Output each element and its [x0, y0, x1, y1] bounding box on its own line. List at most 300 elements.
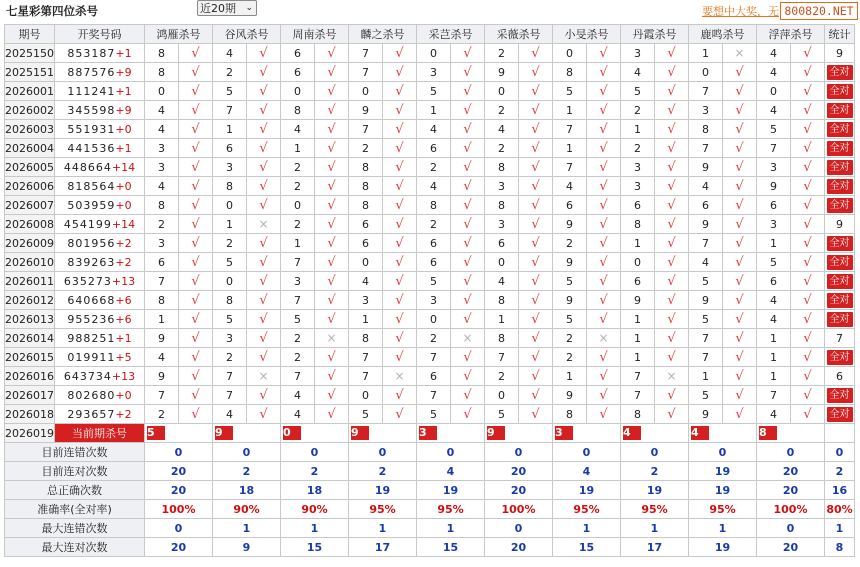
- kill-number-cell: 5: [553, 82, 587, 101]
- stat-value: 9: [836, 46, 843, 60]
- table-row: [5, 101, 855, 120]
- draw-digits: 887576: [67, 65, 116, 79]
- kill-number-cell: 0: [281, 196, 315, 215]
- draw-number-cell: [55, 329, 145, 348]
- kill-number-cell: 4: [145, 101, 179, 120]
- all-correct-badge: 全对: [827, 65, 853, 80]
- stat-cell: [825, 63, 855, 82]
- kill-number-cell: 4: [281, 120, 315, 139]
- check-icon: √: [735, 102, 744, 118]
- kill-number-cell: 4: [757, 405, 791, 424]
- check-icon: √: [259, 102, 268, 118]
- summary-value: 2: [621, 462, 689, 481]
- summary-value: 19: [417, 481, 485, 500]
- kill-number-cell: 7: [621, 386, 655, 405]
- check-icon: √: [191, 102, 200, 118]
- check-icon: √: [803, 254, 812, 270]
- check-icon: √: [463, 178, 472, 194]
- stat-cell: [825, 367, 855, 386]
- kill-number-cell: 8: [349, 177, 383, 196]
- check-icon: √: [395, 159, 404, 175]
- kill-number-cell: 2: [485, 44, 519, 63]
- check-icon: √: [327, 216, 336, 232]
- period-select-value: 近20期: [200, 2, 236, 15]
- check-icon: √: [803, 159, 812, 175]
- check-icon: √: [735, 121, 744, 137]
- summary-label: 目前连错次数: [5, 443, 145, 462]
- kill-number-cell: 7: [145, 272, 179, 291]
- table-row: [5, 405, 855, 424]
- kill-number-cell: 9: [553, 291, 587, 310]
- table-row: [5, 120, 855, 139]
- all-correct-badge: 全对: [827, 407, 853, 422]
- kill-number-cell: 8: [485, 158, 519, 177]
- all-correct-badge: 全对: [827, 350, 853, 365]
- kill-number-cell: 9: [689, 215, 723, 234]
- col-method: 鸿雁杀号: [145, 25, 213, 44]
- summary-label: 准确率(全对率): [5, 500, 145, 519]
- all-correct-badge: 全对: [827, 179, 853, 194]
- summary-value: 0: [417, 443, 485, 462]
- issue-cell: 2026018: [5, 405, 55, 424]
- summary-value: 0: [485, 443, 553, 462]
- check-icon: √: [599, 311, 608, 327]
- check-icon: √: [599, 197, 608, 213]
- check-icon: √: [599, 140, 608, 156]
- kill-number-cell: 6: [485, 234, 519, 253]
- kill-number-cell: 2: [213, 348, 247, 367]
- table-row: [5, 215, 855, 234]
- table-body: [5, 44, 855, 557]
- issue-cell: 2026012: [5, 291, 55, 310]
- check-icon: √: [667, 216, 676, 232]
- check-icon: √: [327, 235, 336, 251]
- kill-number-cell: 3: [621, 177, 655, 196]
- check-icon: √: [803, 140, 812, 156]
- kill-number-cell: 1: [621, 310, 655, 329]
- check-icon: √: [327, 254, 336, 270]
- kill-number-cell: 6: [349, 215, 383, 234]
- kill-number-cell: 2: [281, 158, 315, 177]
- check-icon: √: [327, 102, 336, 118]
- kill-number-cell: 1: [281, 139, 315, 158]
- kill-number-cell: 5: [689, 386, 723, 405]
- check-icon: √: [327, 140, 336, 156]
- check-icon: √: [463, 121, 472, 137]
- summary-value: 95%: [689, 500, 757, 519]
- check-icon: √: [395, 349, 404, 365]
- kill-number-cell: 7: [213, 386, 247, 405]
- summary-value: 0: [553, 443, 621, 462]
- check-icon: √: [259, 292, 268, 308]
- check-icon: √: [735, 159, 744, 175]
- kill-number-cell: 9: [689, 158, 723, 177]
- kill-number-cell: 1: [553, 139, 587, 158]
- cross-icon: ×: [394, 369, 405, 383]
- check-icon: √: [327, 311, 336, 327]
- check-icon: √: [803, 292, 812, 308]
- stat-value: 7: [836, 331, 843, 345]
- check-icon: √: [735, 368, 744, 384]
- kill-number-cell: 6: [349, 234, 383, 253]
- table-row: [5, 82, 855, 101]
- check-icon: √: [395, 64, 404, 80]
- table-row: [5, 310, 855, 329]
- kill-number-cell: 9: [145, 367, 179, 386]
- table-row: [5, 386, 855, 405]
- table-row: [5, 139, 855, 158]
- current-kill-number: 0: [283, 426, 301, 440]
- kill-number-cell: 6: [281, 44, 315, 63]
- kill-number-cell: 3: [145, 139, 179, 158]
- check-icon: √: [191, 178, 200, 194]
- draw-digits: 345598: [67, 103, 116, 117]
- kill-number-cell: 1: [485, 310, 519, 329]
- draw-digits: 111241: [67, 84, 116, 98]
- draw-number-cell: [55, 44, 145, 63]
- stat-cell: [825, 253, 855, 272]
- all-correct-badge: 全对: [827, 198, 853, 213]
- kill-number-cell: 7: [281, 253, 315, 272]
- summary-value: 1: [689, 519, 757, 538]
- kill-number-cell: 6: [689, 196, 723, 215]
- draw-number-cell: [55, 405, 145, 424]
- kill-number-cell: 2: [281, 329, 315, 348]
- draw-sum: +1: [115, 141, 132, 155]
- draw-number-cell: [55, 63, 145, 82]
- check-icon: √: [667, 159, 676, 175]
- table-row: [5, 196, 855, 215]
- check-icon: √: [395, 216, 404, 232]
- check-icon: √: [599, 273, 608, 289]
- draw-number-cell: [55, 291, 145, 310]
- current-kill-number: 9: [215, 426, 233, 440]
- stat-cell: [825, 101, 855, 120]
- kill-number-cell: 3: [621, 158, 655, 177]
- check-icon: √: [531, 330, 540, 346]
- kill-number-cell: 5: [213, 82, 247, 101]
- col-method: 浮萍杀号: [757, 25, 825, 44]
- check-icon: √: [803, 83, 812, 99]
- check-icon: √: [599, 254, 608, 270]
- check-icon: √: [803, 178, 812, 194]
- kill-number-cell: 3: [417, 291, 451, 310]
- kill-number-cell: 7: [553, 120, 587, 139]
- draw-number-cell: [55, 234, 145, 253]
- issue-cell: 2026008: [5, 215, 55, 234]
- kill-number-cell: 5: [349, 405, 383, 424]
- summary-value: 19: [689, 462, 757, 481]
- check-icon: √: [327, 121, 336, 137]
- draw-number-cell: [55, 253, 145, 272]
- draw-digits: 818564: [67, 179, 116, 193]
- check-icon: √: [463, 83, 472, 99]
- check-icon: √: [803, 311, 812, 327]
- table-row: [5, 291, 855, 310]
- kill-number-cell: 7: [689, 82, 723, 101]
- kill-number-cell: 0: [281, 82, 315, 101]
- kill-number-cell: 1: [757, 329, 791, 348]
- stat-cell: [825, 405, 855, 424]
- check-icon: √: [395, 102, 404, 118]
- cross-icon: ×: [326, 331, 337, 345]
- check-icon: √: [531, 140, 540, 156]
- check-icon: √: [531, 387, 540, 403]
- check-icon: √: [667, 292, 676, 308]
- kill-number-cell: 4: [145, 120, 179, 139]
- check-icon: √: [259, 64, 268, 80]
- draw-number-cell: [55, 101, 145, 120]
- summary-value: 1: [213, 519, 281, 538]
- draw-number-cell: [55, 272, 145, 291]
- kill-number-cell: 2: [417, 329, 451, 348]
- kill-number-cell: 9: [757, 177, 791, 196]
- summary-value: 100%: [145, 500, 213, 519]
- issue-cell: 2026009: [5, 234, 55, 253]
- check-icon: √: [599, 64, 608, 80]
- check-icon: √: [395, 45, 404, 61]
- summary-label: 最大连错次数: [5, 519, 145, 538]
- check-icon: √: [531, 102, 540, 118]
- kill-number-cell: 9: [145, 329, 179, 348]
- kill-number-cell: 5: [689, 310, 723, 329]
- kill-number-cell: 1: [689, 367, 723, 386]
- check-icon: √: [667, 140, 676, 156]
- kill-number-cell: 7: [281, 291, 315, 310]
- draw-sum: +1: [115, 84, 132, 98]
- kill-number-cell: 7: [349, 367, 383, 386]
- kill-number-cell: 7: [621, 367, 655, 386]
- check-icon: √: [803, 349, 812, 365]
- summary-value: 4: [553, 462, 621, 481]
- draw-number-cell: [55, 386, 145, 405]
- summary-row: [5, 538, 855, 557]
- summary-value: 0: [485, 519, 553, 538]
- check-icon: √: [735, 273, 744, 289]
- current-kill-number: 4: [691, 426, 709, 440]
- check-icon: √: [735, 178, 744, 194]
- check-icon: √: [463, 273, 472, 289]
- check-icon: √: [191, 254, 200, 270]
- check-icon: √: [259, 83, 268, 99]
- summary-value: 0: [621, 443, 689, 462]
- kill-number-cell: 4: [213, 44, 247, 63]
- draw-sum: +13: [111, 369, 136, 383]
- kill-number-cell: 9: [553, 386, 587, 405]
- col-stat: 统计: [825, 25, 855, 44]
- summary-value: 0: [145, 519, 213, 538]
- kill-number-cell: 7: [689, 139, 723, 158]
- summary-value: 19: [553, 481, 621, 500]
- kill-number-cell: 2: [621, 139, 655, 158]
- kill-number-cell: 4: [145, 177, 179, 196]
- check-icon: √: [599, 178, 608, 194]
- current-issue: 2026019: [5, 424, 55, 443]
- stat-cell: [825, 291, 855, 310]
- kill-number-cell: 6: [757, 272, 791, 291]
- issue-cell: 2026017: [5, 386, 55, 405]
- kill-number-cell: 1: [553, 101, 587, 120]
- check-icon: √: [463, 368, 472, 384]
- summary-value: 20: [145, 481, 213, 500]
- summary-stat: 1: [825, 519, 855, 538]
- check-icon: √: [191, 330, 200, 346]
- check-icon: √: [803, 197, 812, 213]
- kill-number-cell: 2: [213, 63, 247, 82]
- check-icon: √: [259, 311, 268, 327]
- kill-number-cell: 7: [689, 329, 723, 348]
- current-kill-label: 当前期杀号: [55, 424, 145, 443]
- check-icon: √: [191, 368, 200, 384]
- kill-number-cell: 3: [689, 101, 723, 120]
- summary-value: 20: [485, 538, 553, 557]
- check-icon: √: [667, 406, 676, 422]
- check-icon: √: [463, 216, 472, 232]
- issue-cell: 2026006: [5, 177, 55, 196]
- check-icon: √: [327, 83, 336, 99]
- summary-value: 15: [417, 538, 485, 557]
- summary-value: 0: [213, 443, 281, 462]
- check-icon: √: [259, 387, 268, 403]
- check-icon: √: [191, 235, 200, 251]
- kill-number-cell: 5: [621, 82, 655, 101]
- kill-number-cell: 5: [281, 310, 315, 329]
- check-icon: √: [191, 406, 200, 422]
- kill-number-cell: 8: [621, 215, 655, 234]
- summary-value: 95%: [621, 500, 689, 519]
- all-correct-badge: 全对: [827, 103, 853, 118]
- draw-digits: 801956: [67, 236, 116, 250]
- check-icon: √: [599, 216, 608, 232]
- kill-number-cell: 1: [417, 101, 451, 120]
- check-icon: √: [531, 178, 540, 194]
- site-badge[interactable]: 800820.NET: [780, 2, 858, 20]
- kill-number-cell: 8: [213, 177, 247, 196]
- stat-cell: [825, 177, 855, 196]
- kill-number-cell: 0: [349, 82, 383, 101]
- check-icon: √: [599, 235, 608, 251]
- check-icon: √: [735, 235, 744, 251]
- check-icon: √: [395, 387, 404, 403]
- kill-number-cell: 6: [145, 253, 179, 272]
- kill-number-cell: 6: [757, 196, 791, 215]
- kill-number-cell: 8: [485, 196, 519, 215]
- kill-number-cell: 3: [349, 291, 383, 310]
- check-icon: √: [531, 292, 540, 308]
- kill-number-cell: 7: [213, 367, 247, 386]
- kill-number-cell: 5: [553, 272, 587, 291]
- kill-number-cell: 3: [757, 158, 791, 177]
- period-select[interactable]: [197, 0, 257, 16]
- kill-number-cell: 6: [621, 196, 655, 215]
- check-icon: √: [395, 311, 404, 327]
- summary-value: 19: [349, 481, 417, 500]
- check-icon: √: [463, 64, 472, 80]
- table-row: [5, 348, 855, 367]
- draw-digits: 839263: [67, 255, 116, 269]
- kill-number-cell: 0: [485, 386, 519, 405]
- kill-number-cell: 4: [485, 120, 519, 139]
- check-icon: √: [599, 368, 608, 384]
- kill-number-cell: 0: [417, 310, 451, 329]
- summary-value: 2: [213, 462, 281, 481]
- stat-value: 9: [836, 217, 843, 231]
- kill-number-cell: 1: [757, 367, 791, 386]
- table-row: [5, 44, 855, 63]
- kill-number-cell: 2: [553, 348, 587, 367]
- all-correct-badge: 全对: [827, 312, 853, 327]
- summary-value: 18: [281, 481, 349, 500]
- check-icon: √: [327, 406, 336, 422]
- kill-number-cell: 2: [145, 215, 179, 234]
- kill-number-cell: 7: [689, 348, 723, 367]
- check-icon: √: [735, 387, 744, 403]
- draw-sum: +9: [115, 103, 132, 117]
- check-icon: √: [191, 311, 200, 327]
- kill-number-cell: 1: [621, 329, 655, 348]
- check-icon: √: [531, 254, 540, 270]
- draw-digits: 955236: [67, 312, 116, 326]
- table-row: [5, 63, 855, 82]
- current-issue-row: [5, 424, 855, 443]
- kill-number-cell: 4: [145, 348, 179, 367]
- stat-cell: [825, 82, 855, 101]
- summary-value: 20: [145, 462, 213, 481]
- draw-sum: +0: [115, 122, 132, 136]
- draw-sum: +14: [111, 160, 136, 174]
- issue-cell: 2025150: [5, 44, 55, 63]
- check-icon: √: [327, 178, 336, 194]
- kill-number-cell: 7: [689, 234, 723, 253]
- draw-digits: 293657: [67, 407, 116, 421]
- kill-number-cell: 5: [485, 405, 519, 424]
- summary-value: 19: [689, 481, 757, 500]
- draw-number-cell: [55, 310, 145, 329]
- summary-value: 0: [689, 443, 757, 462]
- kill-number-cell: 7: [213, 101, 247, 120]
- kill-number-cell: 2: [349, 139, 383, 158]
- issue-cell: 2026004: [5, 139, 55, 158]
- check-icon: √: [463, 159, 472, 175]
- summary-stat: 16: [825, 481, 855, 500]
- kill-number-cell: 8: [553, 405, 587, 424]
- kill-number-cell: 8: [349, 158, 383, 177]
- kill-number-cell: 3: [621, 44, 655, 63]
- summary-stat: 80%: [825, 500, 855, 519]
- check-icon: √: [667, 349, 676, 365]
- kill-number-cell: 4: [757, 101, 791, 120]
- check-icon: √: [667, 330, 676, 346]
- cross-icon: ×: [598, 331, 609, 345]
- promo-link[interactable]: 要想中大奖，无: [702, 5, 779, 18]
- check-icon: √: [599, 121, 608, 137]
- cross-icon: ×: [462, 331, 473, 345]
- summary-value: 100%: [485, 500, 553, 519]
- kill-number-cell: 0: [145, 82, 179, 101]
- check-icon: √: [327, 197, 336, 213]
- check-icon: √: [259, 406, 268, 422]
- check-icon: √: [395, 406, 404, 422]
- current-kill-number: 3: [555, 426, 573, 440]
- cross-icon: ×: [666, 369, 677, 383]
- check-icon: √: [599, 349, 608, 365]
- check-icon: √: [735, 64, 744, 80]
- kill-number-cell: 4: [417, 177, 451, 196]
- current-kill-number: 9: [487, 426, 505, 440]
- kill-number-cell: 1: [689, 44, 723, 63]
- stat-cell: [825, 348, 855, 367]
- draw-digits: 988251: [67, 331, 116, 345]
